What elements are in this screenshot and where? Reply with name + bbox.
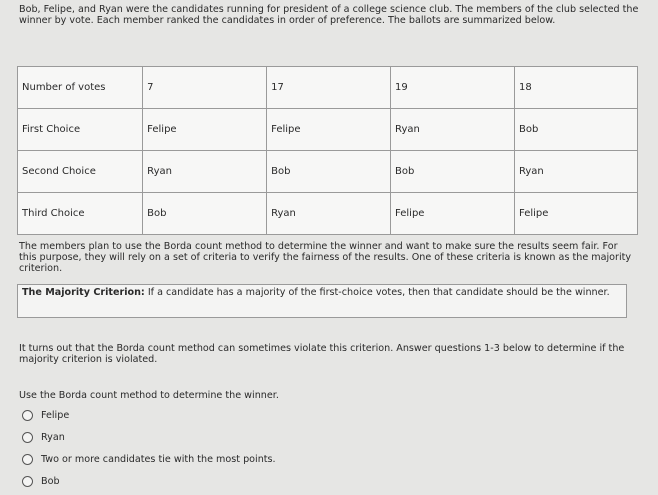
- table-cell: Bob: [267, 151, 391, 193]
- table-row: [18, 67, 638, 109]
- criterion-text: If a candidate has a majority of the first-choice votes, then that candidate should be the winner.: [144, 287, 610, 298]
- borda-paragraph: The members plan to use the Borda count method to determine the winner and want to make sure the results seem fair. For this purpose, they will rely on a set of criteria to verify the fairness of the results. One of these criteria is known as the majority criterion.: [19, 241, 632, 274]
- option-felipe[interactable]: [22, 404, 276, 426]
- table-cell: Ryan: [514, 151, 637, 193]
- instructions-paragraph: It turns out that the Borda count method can sometimes violate this criterion. Answer questions 1-3 below to determine if the majority criterion is violated.: [19, 343, 625, 365]
- option-label: Felipe: [41, 409, 70, 421]
- table-cell: Bob: [514, 109, 637, 151]
- ballot-table: [17, 66, 638, 235]
- table-cell: Felipe: [514, 193, 637, 235]
- table-cell: Ryan: [143, 151, 267, 193]
- table-row: [18, 193, 638, 235]
- majority-criterion-box: [17, 284, 627, 318]
- criterion-title: The Majority Criterion:: [22, 287, 145, 298]
- option-bob[interactable]: [22, 470, 276, 492]
- option-label: Two or more candidates tie with the most points.: [41, 453, 276, 465]
- option-label: Ryan: [41, 431, 65, 443]
- radio-button[interactable]: [22, 432, 33, 443]
- table-cell: Ryan: [267, 193, 391, 235]
- option-label: Bob: [41, 475, 60, 487]
- table-row: [18, 151, 638, 193]
- table-cell: Felipe: [391, 193, 515, 235]
- answer-options: [22, 404, 276, 492]
- table-cell: 17: [267, 67, 391, 109]
- table-cell: Bob: [391, 151, 515, 193]
- question-text: Use the Borda count method to determine the winner.: [19, 390, 279, 401]
- table-cell: 7: [143, 67, 267, 109]
- row-label: Second Choice: [18, 151, 143, 193]
- option-ryan[interactable]: [22, 426, 276, 448]
- table-cell: 19: [391, 67, 515, 109]
- table-cell: Bob: [143, 193, 267, 235]
- table-cell: Felipe: [267, 109, 391, 151]
- row-label: First Choice: [18, 109, 143, 151]
- radio-button[interactable]: [22, 476, 33, 487]
- table-cell: Felipe: [143, 109, 267, 151]
- option-tie[interactable]: [22, 448, 276, 470]
- table-cell: Ryan: [391, 109, 515, 151]
- radio-button[interactable]: [22, 410, 33, 421]
- row-label: Number of votes: [18, 67, 143, 109]
- intro-text: Bob, Felipe, and Ryan were the candidates running for president of a college science club. The members of the club selected the winner by vote. Each member ranked the candidates in order of preference. The ballots are summarized below.: [19, 4, 639, 26]
- row-label: Third Choice: [18, 193, 143, 235]
- table-row: [18, 109, 638, 151]
- radio-button[interactable]: [22, 454, 33, 465]
- table-cell: 18: [514, 67, 637, 109]
